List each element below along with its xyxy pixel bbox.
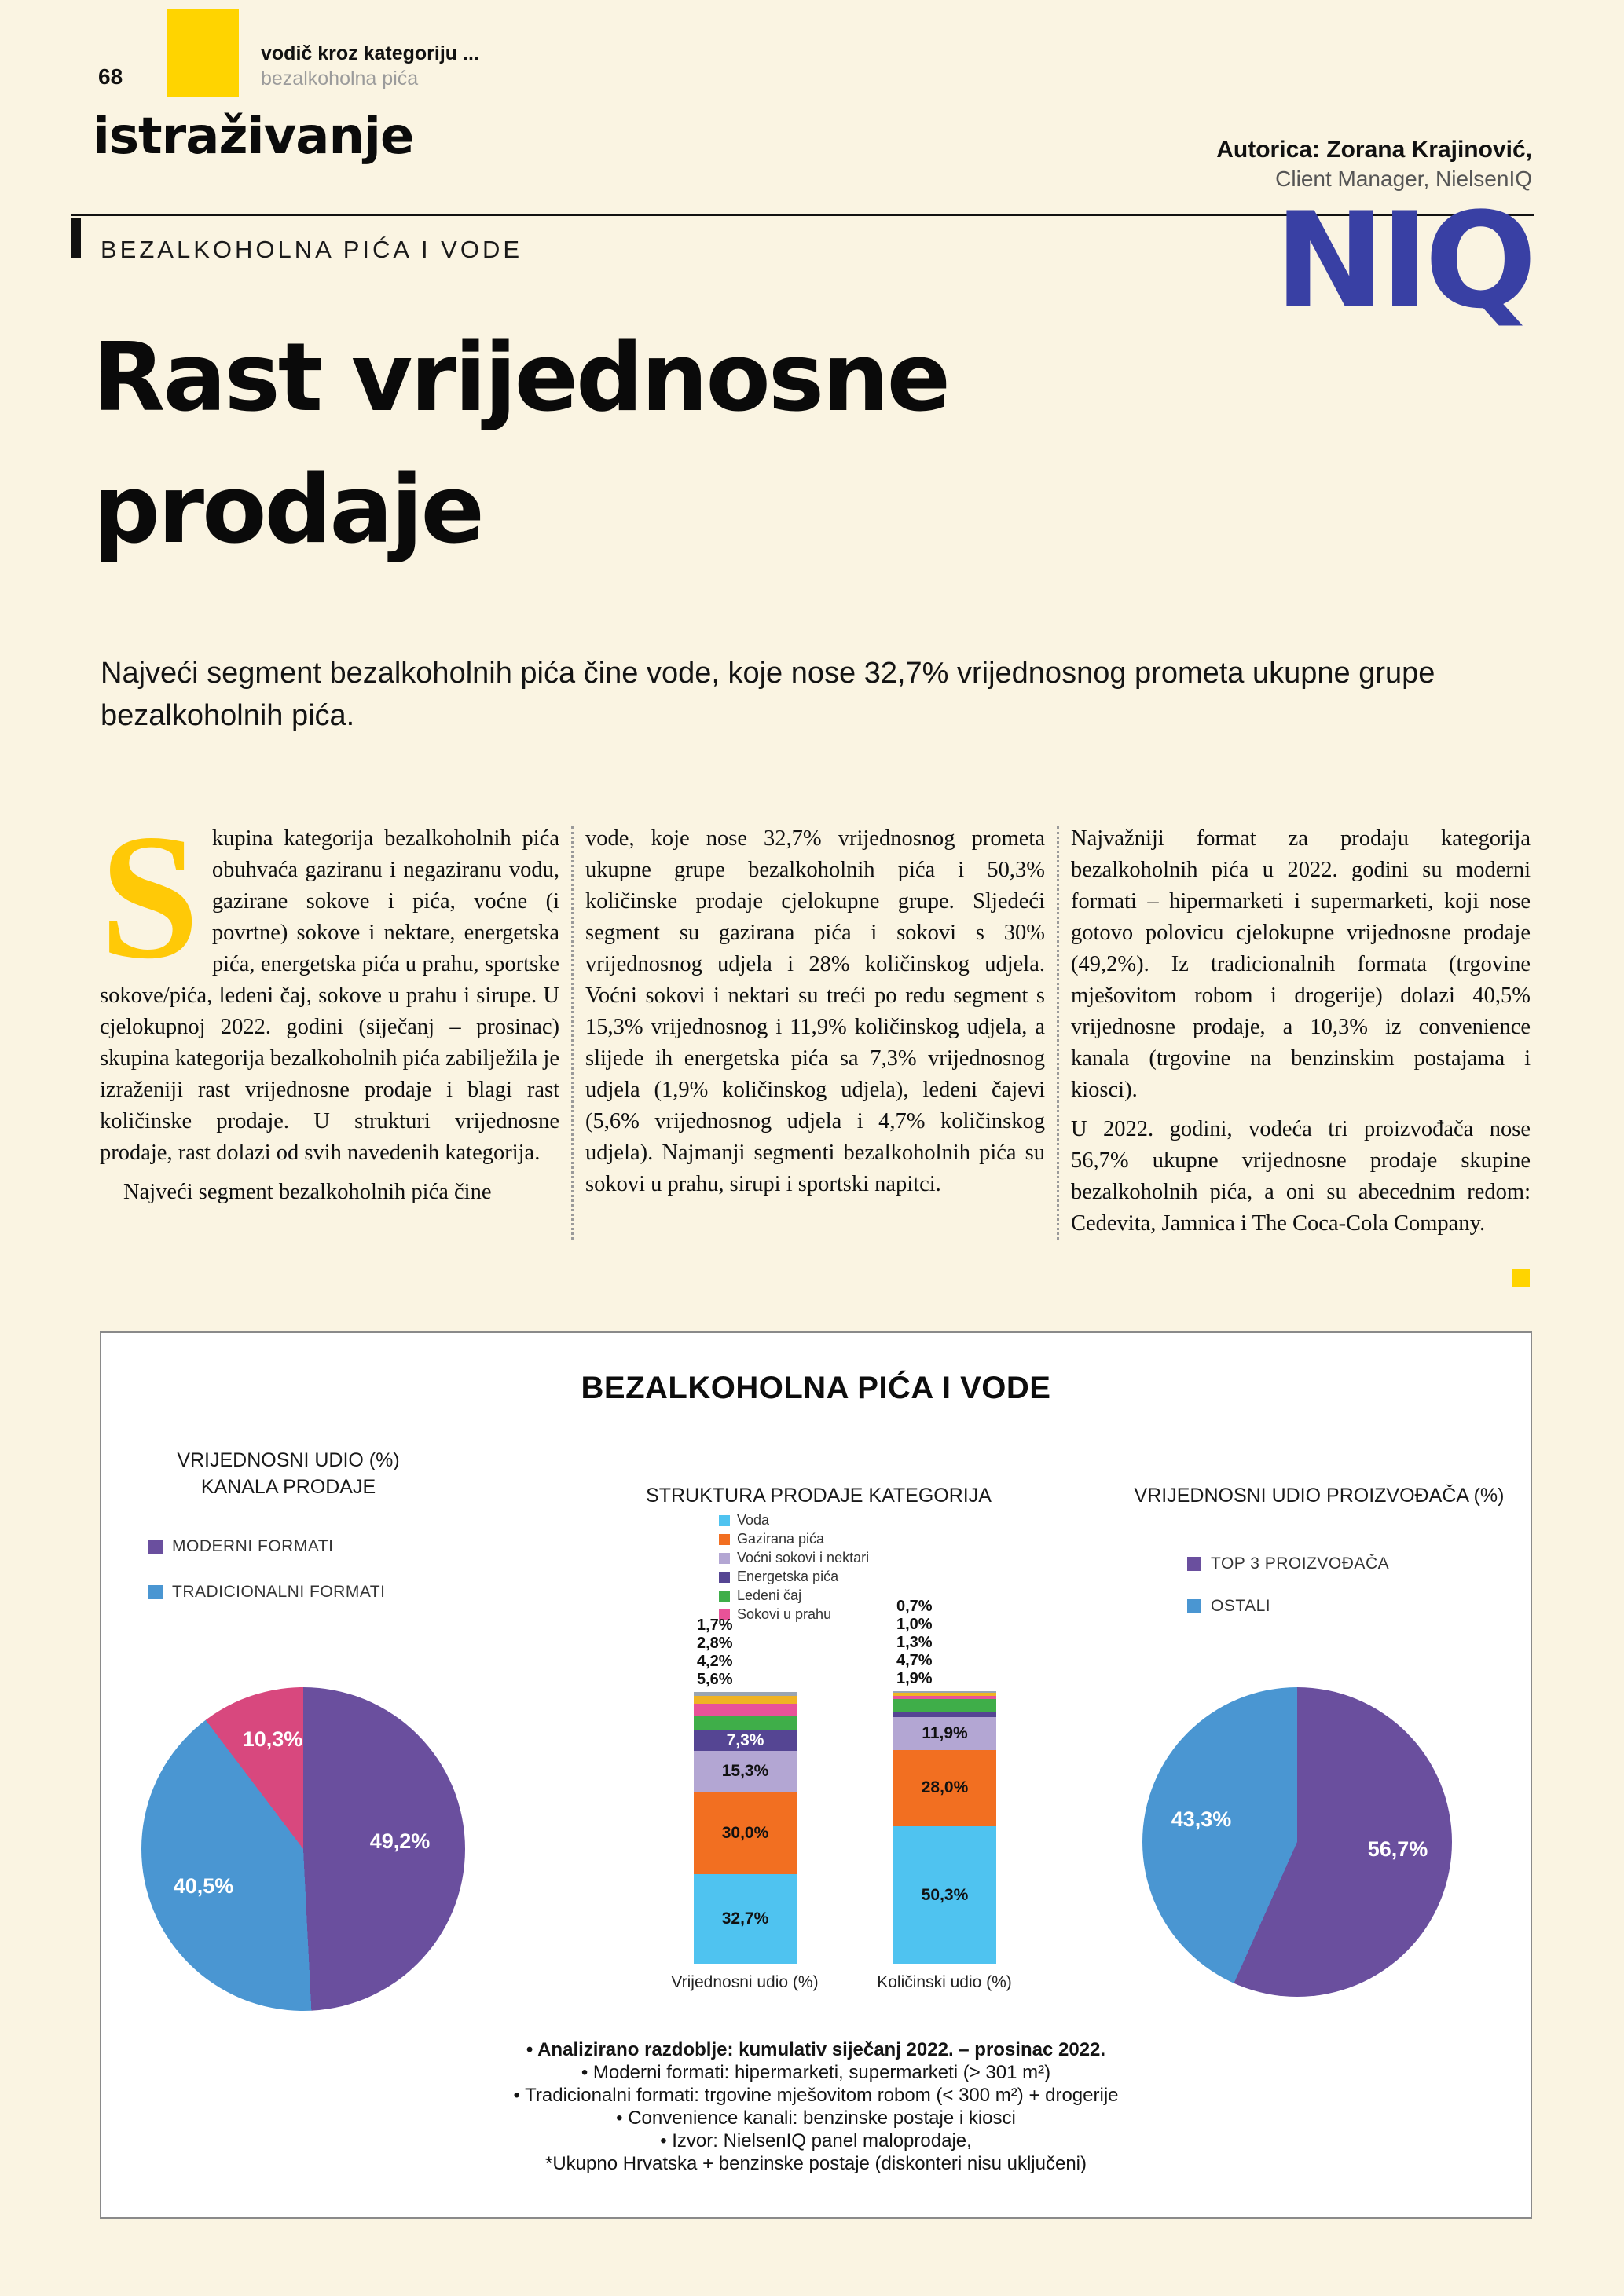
bar-category-label: Količinski udio (%) — [877, 1973, 1012, 1991]
paragraph: Najveći segment bezalkoholnih pića čine — [123, 1180, 492, 1204]
pie-slice-label: 43,3% — [1171, 1807, 1232, 1831]
paragraph: Najvažniji format za prodaju kategorija bezalkoholnih pića u 2022. godini su moderni formati – hipermarketi i supermarketi, koji nose gotovo polovicu cjelokupne vrijednosne prodaje (49,2%). Iz tradicionalnih formata (trgovine mješovitom robom i drogerije) dolazi 40,5% vrijednosne prodaje, a 10,3% iz convenience kanala (trgovine na benzinskim postajama i kiosci). — [1071, 826, 1531, 1102]
category-kicker: BEZALKOHOLNA PIĆA I VODE — [101, 236, 523, 263]
headline-line1: Rast vrijednosne — [93, 324, 949, 433]
legend-label: Ledeni čaj — [737, 1587, 802, 1603]
legend-label: OSTALI — [1211, 1597, 1271, 1615]
masthead-series-title: vodič kroz kategoriju ... — [261, 42, 479, 64]
footnote: • Moderni formati: hipermarketi, supermarketi (> 301 m²) — [581, 2062, 1051, 2083]
paragraph: U 2022. godini, vodeća tri proizvođača nose 56,7% ukupne vrijednosne prodaje skupine bezalkoholnih pića, a oni su abecednim redom: Cedevita, Jamnica i The Coca-Cola Company. — [1071, 1117, 1531, 1236]
legend-label: Energetska pića — [737, 1569, 839, 1584]
pie-manufacturers-title: VRIJEDNOSNI UDIO PROIZVOĐAČA (%) — [1134, 1485, 1505, 1507]
chart-panel-title: BEZALKOHOLNA PIĆA I VODE — [581, 1371, 1051, 1405]
masthead-yellow-block — [167, 9, 239, 97]
bar-segment: 50,3% — [893, 1826, 996, 1964]
article-column-2 — [585, 823, 1045, 1240]
section-tick — [71, 218, 81, 258]
article-lead: Najveći segment bezalkoholnih pića čine vode, koje nose 32,7% vrijednosnog prometa ukupne grupe bezalkoholnih pića. — [101, 657, 1435, 732]
bar-segment — [694, 1716, 797, 1731]
article-endmark — [1512, 1269, 1530, 1287]
bar-category-label: Vrijednosni udio (%) — [671, 1973, 819, 1991]
article-column-3 — [1071, 823, 1531, 1240]
legend-label: Voćni sokovi i nektari — [737, 1550, 870, 1565]
dropcap: S — [100, 798, 200, 996]
headline-line2: prodaje — [93, 456, 482, 565]
legend-item-voda — [719, 1512, 769, 1529]
niq-logo: NIQ — [1274, 184, 1532, 338]
page-number: 68 — [98, 64, 123, 89]
legend-swatch — [1187, 1599, 1201, 1613]
stacked-bar-volume-share — [893, 1597, 996, 1964]
legend-swatch — [148, 1585, 163, 1599]
legend-swatch — [719, 1572, 730, 1583]
chart-footnotes — [101, 2038, 1531, 2175]
legend-label: Gazirana pića — [737, 1531, 825, 1547]
author-role: Client Manager, NielsenIQ — [1275, 167, 1532, 191]
column-divider — [1057, 826, 1059, 1240]
bar-chart-title: STRUKTURA PRODAJE KATEGORIJA — [646, 1485, 992, 1507]
section-title: istraživanje — [93, 108, 414, 166]
legend-item-moderni-formati — [148, 1537, 333, 1556]
pie-slice-label: 10,3% — [242, 1727, 303, 1751]
article-column-1 — [100, 798, 559, 1240]
column-divider — [571, 826, 574, 1240]
legend-label: Voda — [737, 1512, 770, 1528]
paragraph — [100, 798, 559, 1169]
footnote: • Izvor: NielsenIQ panel maloprodaje, — [660, 2130, 972, 2151]
bar-segment — [694, 1696, 797, 1704]
bar-segment: 11,9% — [893, 1717, 996, 1749]
legend-swatch — [148, 1540, 163, 1554]
stacked-bar-value-share — [694, 1616, 797, 1964]
pie-slice-label: 49,2% — [369, 1829, 431, 1853]
legend-swatch — [719, 1553, 730, 1564]
legend-swatch — [719, 1591, 730, 1602]
bar-segment — [893, 1712, 996, 1718]
pie-channels-title: VRIJEDNOSNI UDIO (%) KANALA PRODAJE — [177, 1449, 400, 1498]
chart-panel — [100, 1331, 1532, 2219]
legend-label: TRADICIONALNI FORMATI — [172, 1583, 386, 1601]
legend-swatch — [1187, 1557, 1201, 1571]
paragraph: vode, koje nose 32,7% vrijednosnog prometa ukupne grupe bezalkoholnih pića i 50,3% količinske prodaje cjelokupne grupe. Sljedeći segment su gazirana pića i sokovi s 30% vrijednosnog udjela i 28% količinskog udjela. Voćni sokovi i nektari su treći po redu segment s 15,3% vrijednosnog i 11,9% količinskog udjela, a slijede ih energetska pića sa 7,3% vrijednosnog udjela (1,9% količinskog udjela), ledeni čajevi (5,6% vrijednosnog udjela i 4,7% količinskog udjela). Najmanji segmenti bezalkoholnih pića su sokovi u prahu, sirupi i sportski napitci. — [585, 826, 1045, 1196]
footnote: • Analizirano razdoblje: kumulativ siječanj 2022. – prosinac 2022. — [526, 2039, 1106, 2060]
legend-swatch — [719, 1534, 730, 1545]
paragraph-text: kupina kategorija bezalkoholnih pića obuhvaća gaziranu i negaziranu vodu, gazirane sokove i pića, voćne (i povrtne) sokove i nektare, energetska pića, energetska pića u prahu, sportske sokove/pića, ledeni čaj, sokove u prahu i sirupe. U cjelokupnoj 2022. godini (siječanj – prosinac) skupina kategorija bezalkoholnih pića zabilježila je izraženiji rast vrijednosne prodaje i blagi rast količinske prodaje. U strukturi vrijednosne prodaje, rast dolazi od svih navedenih kategorija. — [100, 826, 559, 1165]
pie-slice-label: 40,5% — [173, 1874, 234, 1898]
article-columns — [100, 798, 1532, 1240]
legend-item-tradicionalni-formati — [148, 1583, 385, 1602]
legend-item-vocni-sokovi — [719, 1550, 869, 1566]
bar-segment — [694, 1704, 797, 1716]
legend-item-sokovi-u-prahu — [719, 1606, 831, 1623]
legend-item-energetska-pica — [719, 1569, 838, 1585]
footnote: • Tradicionalni formati: trgovine mješovitom robom (< 300 m²) + drogerije — [513, 2085, 1119, 2106]
bar-small-value-labels: 1,7% 2,8% 4,2% 5,6% — [697, 1616, 733, 1688]
bar-segment: 15,3% — [694, 1751, 797, 1792]
legend-swatch — [719, 1515, 730, 1526]
legend-label: Sokovi u prahu — [737, 1606, 832, 1622]
legend-item-top3-proizvodaca — [1187, 1554, 1389, 1573]
masthead-category: bezalkoholna pića — [261, 68, 419, 90]
legend-item-ostali — [1187, 1597, 1270, 1616]
article-headline — [93, 313, 948, 577]
legend-item-gazirana-pica — [719, 1531, 824, 1547]
legend-label: MODERNI FORMATI — [172, 1537, 334, 1555]
author-name: Autorica: Zorana Krajinović, — [1216, 137, 1532, 163]
footnote: *Ukupno Hrvatska + benzinske postaje (diskonteri nisu uključeni) — [544, 2153, 1087, 2174]
bar-segment — [893, 1699, 996, 1712]
footnote: • Convenience kanali: benzinske postaje i kiosci — [616, 2107, 1016, 2129]
bar-segment: 30,0% — [694, 1792, 797, 1874]
bar-segment: 7,3% — [694, 1730, 797, 1750]
bar-small-value-labels: 0,7% 1,0% 1,3% 4,7% 1,9% — [896, 1597, 933, 1687]
pie-slice-label: 56,7% — [1367, 1837, 1428, 1861]
bar-segment: 28,0% — [893, 1750, 996, 1826]
legend-label: TOP 3 PROIZVOĐAČA — [1211, 1554, 1390, 1573]
legend-item-ledeni-caj — [719, 1587, 801, 1604]
masthead — [261, 41, 479, 91]
bar-segment: 32,7% — [694, 1874, 797, 1964]
